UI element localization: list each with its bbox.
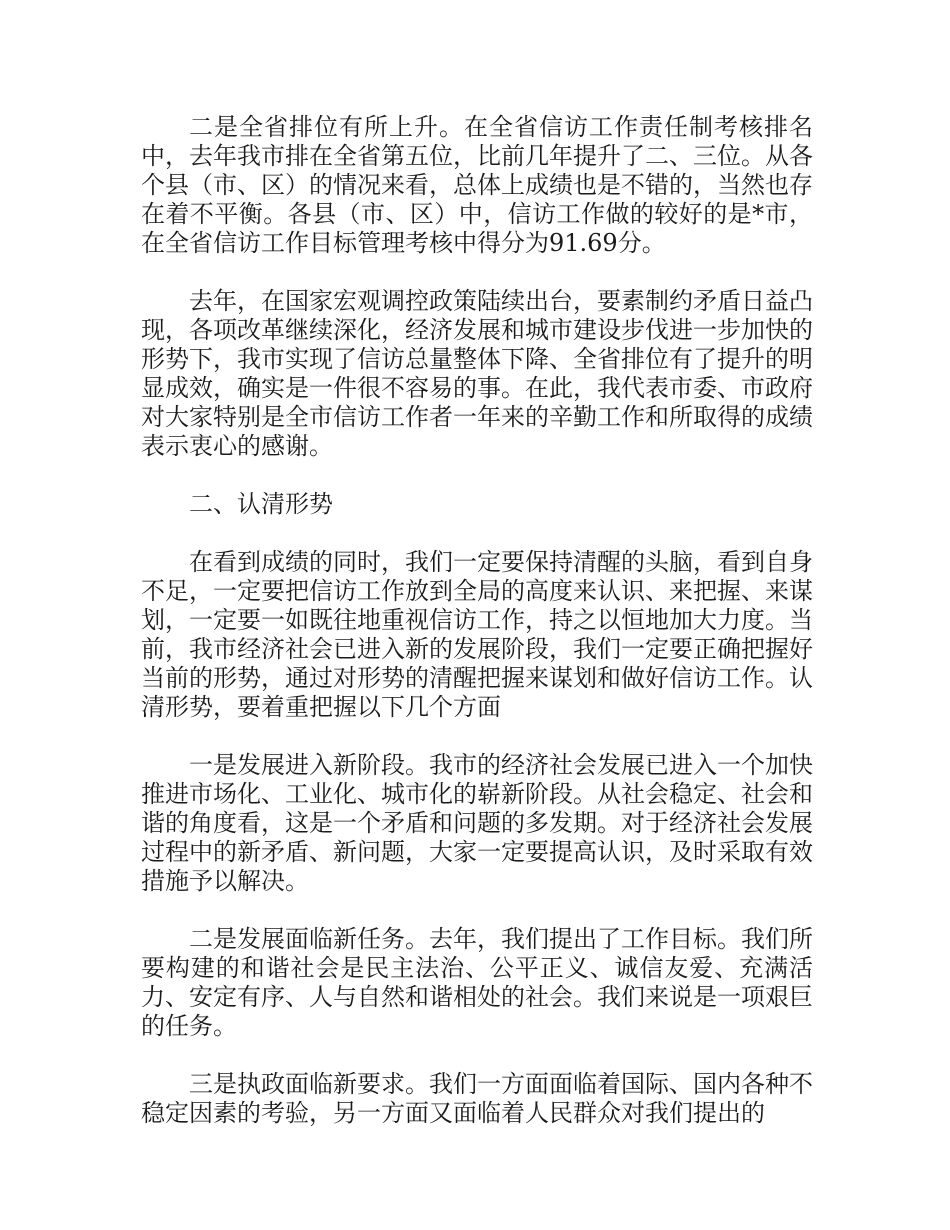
paragraph-new-stage: 一是发展进入新阶段。我市的经济社会发展已进入一个加快推进市场化、工业化、城市化的崭新阶段。从社会稳定、社会和谐的角度看，这是一个矛盾和问题的多发期。对于经济社会发展过程中的新矛盾、新问题，大家一定要提高认识，及时采取有效措施予以解决。 bbox=[141, 751, 813, 895]
paragraph-new-tasks: 二是发展面临新任务。去年，我们提出了工作目标。我们所要构建的和谐社会是民主法治、公平正义、诚信友爱、充满活力、安定有序、人与自然和谐相处的社会。我们来说是一项艰巨的任务。 bbox=[141, 925, 813, 1040]
section-heading: 二、认清形势 bbox=[189, 490, 333, 518]
paragraph-achievement-thanks: 去年，在国家宏观调控政策陆续出台，要素制约矛盾日益凸现，各项改革继续深化，经济发展和城市建设步伐进一步加快的形势下，我市实现了信访总量整体下降、全省排位有了提升的明显成效，确实是一件很不容易的事。在此，我代表市委、市政府对大家特别是全市信访工作者一年来的辛勤工作和所取得的成绩表示衷心的感谢。 bbox=[141, 287, 813, 460]
paragraph-provincial-ranking: 二是全省排位有所上升。在全省信访工作责任制考核排名中，去年我市排在全省第五位，比前几年提升了二、三位。从各个县（市、区）的情况来看，总体上成绩也是不错的，当然也存在着不平衡。各县（市、区）中，信访工作做的较好的是*市，在全省信访工作目标管理考核中得分为91.69分。 bbox=[141, 113, 813, 257]
paragraph-understand-situation: 在看到成绩的同时，我们一定要保持清醒的头脑，看到自身不足，一定要把信访工作放到全局的高度来认识、来把握、来谋划，一定要一如既往地重视信访工作，持之以恒地加大力度。当前，我市经济社会已进入新的发展阶段，我们一定要正确把握好当前的形势，通过对形势的清醒把握来谋划和做好信访工作。认清形势，要着重把握以下几个方面 bbox=[141, 548, 813, 721]
paragraph-new-requirements: 三是执政面临新要求。我们一方面面临着国际、国内各种不稳定因素的考验，另一方面又面临着人民群众对我们提出的 bbox=[141, 1070, 813, 1127]
document-body bbox=[141, 113, 813, 1157]
